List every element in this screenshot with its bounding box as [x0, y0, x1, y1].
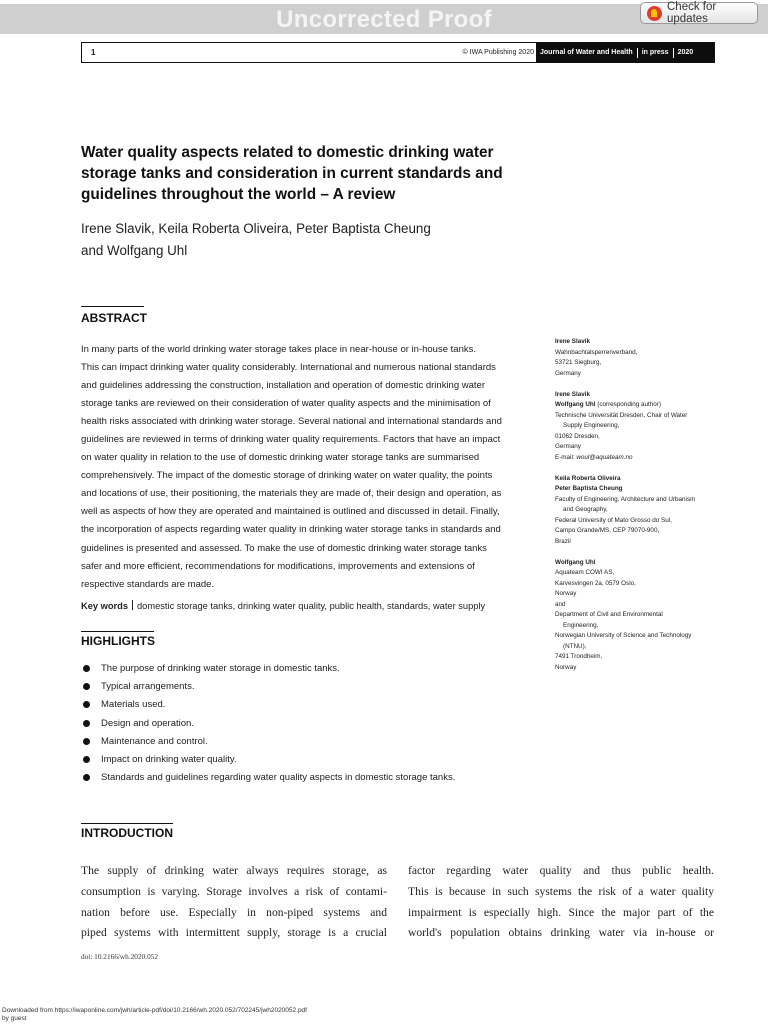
list-item [81, 716, 551, 734]
separator [132, 600, 133, 610]
section-rule [81, 631, 154, 632]
affiliation-block [555, 474, 745, 548]
affiliation-line: Engineering, [563, 621, 599, 629]
section-rule [81, 823, 173, 824]
bullet-icon [83, 774, 90, 781]
affiliation-line: Campo Grande/MS, CEP 79070-900, [555, 527, 660, 534]
title-line: guidelines throughout the world – A review [81, 186, 396, 203]
page-number: 1 [91, 48, 96, 57]
affiliation-name: Keila Roberta Oliveira [555, 474, 621, 482]
keywords-list: domestic storage tanks, drinking water quality, public health, standards, water supply [137, 601, 486, 611]
abstract-line: the incorporation of aspects regarding water quality in drinking water storage tanks in standards and [81, 524, 501, 536]
list-item-text: Typical arrangements. [101, 681, 195, 693]
introduction-heading: INTRODUCTION [81, 826, 173, 840]
affiliation-line: Germany [555, 369, 581, 377]
intro-column-right [408, 861, 714, 944]
section-rule [81, 306, 144, 307]
abstract-line: and guidelines addressing the construction, installation and operation of domestic drinking water [81, 380, 485, 392]
affiliation-line: Wahnbachtalsperrenverband, [555, 348, 638, 356]
corresponding-note: (corresponding author) [597, 401, 661, 408]
affiliation-name: Irene Slavik [555, 390, 591, 398]
body-line: The supply of drinking water always requires storage, as [81, 864, 387, 877]
affiliation-line: Norway [555, 590, 577, 597]
list-item-text: Materials used. [101, 699, 166, 711]
list-item-text: The purpose of drinking water storage in domestic tanks. [101, 663, 340, 674]
body-line: factor regarding water quality and thus public health. [408, 864, 714, 877]
running-header [81, 42, 715, 63]
abstract-line: well as aspects of how they are operated and maintained is outlined and discussed in detail. Finally, [81, 506, 500, 518]
abstract-line: guidelines are reviewed in terms of drinking water quality requirements. Factors that have an impact [81, 434, 501, 446]
body-line: world's population obtains drinking water via in-house or [408, 926, 714, 940]
separator [637, 48, 638, 58]
affiliation-line: (NTNU), [563, 642, 587, 650]
abstract-line: and locations of use, their positioning, the materials they are made of, their design and operation, as [81, 488, 502, 500]
affiliation-line: 7491 Trondheim, [555, 653, 603, 660]
journal-name: Journal of Water and Health [540, 49, 633, 56]
list-item-text: Standards and guidelines regarding water quality aspects in domestic storage tanks. [101, 772, 456, 784]
affiliation-line: and [555, 600, 566, 608]
journal-tag [536, 43, 714, 62]
proof-banner-text: Uncorrected Proof [276, 6, 492, 33]
download-footer [2, 1007, 402, 1023]
abstract-line: guidelines is presented and assessed. To make the use of domestic drinking water storage tanks [81, 542, 487, 554]
bullet-icon [83, 756, 90, 763]
list-item [81, 661, 551, 679]
body-line: This is because in such systems the risk of a water quality [408, 884, 714, 898]
affiliation-line: Department of Civil and Environmental [555, 611, 663, 618]
affiliation-line: Brazil [555, 537, 571, 545]
abstract-line: health risks associated with drinking water storage. Several national and international standards and [81, 416, 502, 428]
abstract-line: respective standards are made. [81, 578, 215, 590]
highlights-heading: HIGHLIGHTS [81, 634, 155, 648]
separator [673, 48, 674, 58]
bullet-icon [83, 683, 90, 690]
body-line: nation before use. Especially in non-piped systems and [81, 905, 387, 919]
abstract-heading: ABSTRACT [81, 311, 147, 325]
bullet-icon [83, 665, 90, 672]
affiliation-name: Wolfgang Uhl [555, 558, 596, 566]
affiliation-block [555, 337, 745, 379]
abstract-line: This can impact drinking water quality considerably. International and numerous national standards [81, 362, 496, 374]
author-line: and Wolfgang Uhl [81, 243, 188, 258]
title-line: storage tanks and consideration in current standards and [81, 165, 503, 182]
affiliation-line: and Geography, [563, 506, 608, 513]
title-line: Water quality aspects related to domestic drinking water [81, 144, 494, 161]
affiliation-line: Supply Engineering, [563, 422, 620, 429]
highlights-list [81, 661, 551, 788]
affiliation-line: Karvesvingen 2a, 0579 Oslo, [555, 579, 636, 587]
author-list [81, 218, 561, 262]
abstract-line: storage tanks are reviewed on their consideration of water quality aspects and the minimisation of [81, 398, 491, 410]
affiliation-line: Norway [555, 663, 577, 671]
affiliation-line: Germany [555, 443, 581, 450]
affiliation-block [555, 390, 745, 464]
abstract-line: on water quality in relation to the use of domestic drinking water storage tanks are summarised [81, 452, 480, 464]
abstract-line: comprehensively. The impact of the domestic storage of drinking water on water quality, the points [81, 470, 493, 482]
journal-status: in press [641, 49, 669, 56]
affiliation-name: Irene Slavik [555, 338, 591, 345]
list-item [81, 697, 551, 715]
crossmark-icon [647, 6, 662, 21]
doi[interactable]: doi: 10.2166/wh.2020.052 [81, 952, 159, 961]
body-line: impairment is especially high. Since the major part of the [408, 905, 714, 919]
list-item [81, 679, 551, 697]
affiliation-line: 01062 Dresden, [555, 432, 600, 440]
list-item [81, 752, 551, 770]
affiliation-line: Federal University of Mato Grosso do Sul, [555, 516, 672, 524]
keywords [81, 600, 541, 611]
list-item-text: Design and operation. [101, 717, 194, 729]
keywords-label: Key words [81, 601, 129, 611]
bullet-icon [83, 738, 90, 745]
body-line: piped systems with intermittent supply, storage is a crucial [81, 926, 387, 940]
footer-line: by guest [2, 1015, 27, 1022]
affiliation-line: 53721 Siegburg, [555, 359, 602, 366]
affiliation-line: Technische Universität Dresden, Chair of Water [555, 411, 688, 419]
author-line: Irene Slavik, Keila Roberta Oliveira, Peter Baptista Cheung [81, 221, 431, 236]
footer-line: Downloaded from https://iwaponline.com/jwh/article-pdf/doi/10.2166/wh.2020.052/702245/jwh2020052.pdf [2, 1007, 307, 1014]
affiliation-line: Aquateam COWI AS, [555, 569, 615, 576]
check-for-updates-button[interactable] [640, 2, 758, 24]
abstract-line: In many parts of the world drinking water storage takes place in near-house or in-house tanks. [81, 344, 476, 355]
bullet-icon [83, 720, 90, 727]
list-item [81, 734, 551, 752]
bullet-icon [83, 701, 90, 708]
intro-column-left [81, 861, 387, 944]
affiliation-block [555, 558, 745, 674]
body-line: consumption is varying. Storage involves a risk of contami- [81, 884, 387, 898]
abstract-body [81, 341, 533, 594]
list-item-text: Maintenance and control. [101, 735, 208, 747]
abstract-line: safer and more efficient, recommendations for modifications, improvements and extensions of [81, 560, 475, 572]
journal-year: 2020 [677, 49, 694, 56]
email-link[interactable]: woul@aquateam.no [576, 453, 633, 461]
affiliation-line: Faculty of Engineering, Architecture and Urbanism [555, 495, 696, 503]
affiliation-line: Norwegian University of Science and Technology [555, 632, 692, 639]
article-title [81, 142, 551, 205]
affiliations [555, 337, 745, 684]
affiliation-name: Wolfgang Uhl [555, 401, 596, 408]
email-label: E-mail: [555, 453, 575, 461]
check-for-updates-label: Check for updates [667, 1, 717, 25]
list-item [81, 770, 551, 788]
list-item-text: Impact on drinking water quality. [101, 753, 237, 765]
publisher-notice: © IWA Publishing 2020 [462, 49, 534, 56]
affiliation-name: Peter Baptista Cheung [555, 485, 623, 492]
